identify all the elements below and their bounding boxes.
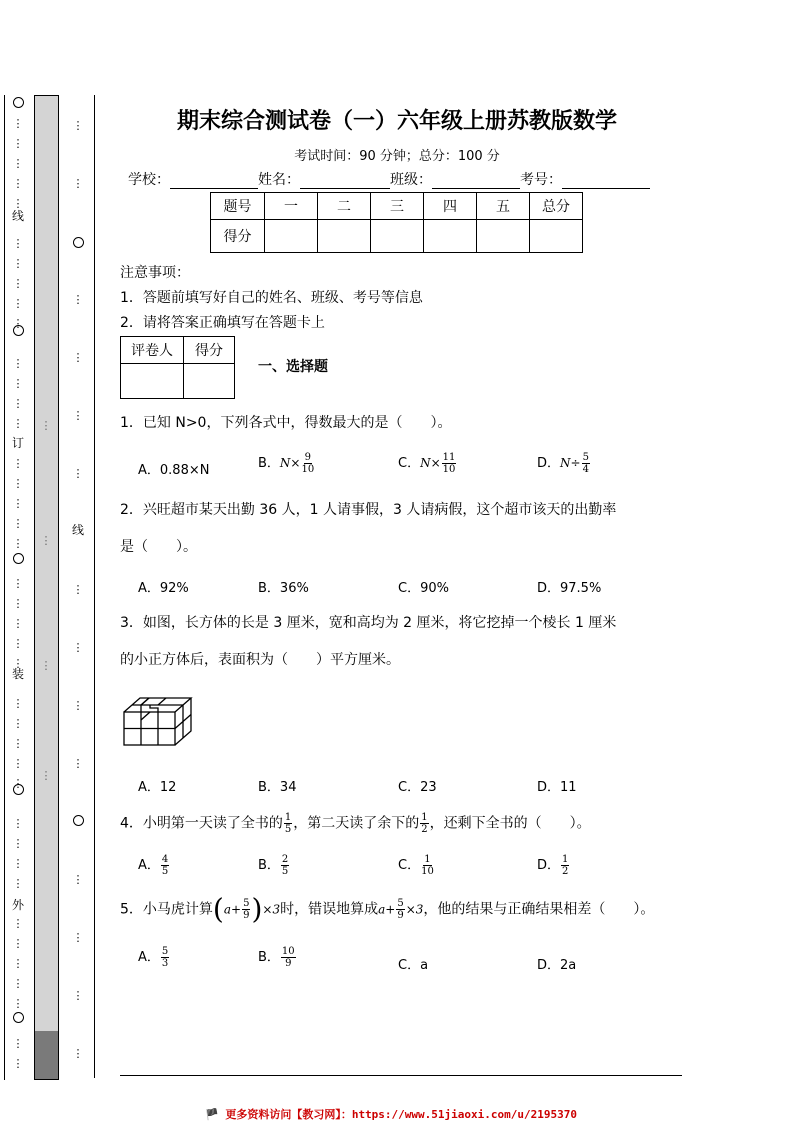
binding-dots: ⋮: [12, 397, 24, 410]
gray-column-dots: ⋮: [40, 769, 52, 782]
q5-expr1-den: 9: [243, 910, 250, 921]
q5-option-d[interactable]: D．2a: [537, 958, 577, 973]
grader-score-label: 得分: [184, 337, 235, 364]
q2-stem-line-1: 2．兴旺超市某天出勤 36 人，1 人请事假，3 人请病假，这个超市该天的出勤率: [120, 502, 617, 518]
q4-c-num: 1: [424, 854, 431, 865]
q1-option-d[interactable]: [537, 452, 591, 475]
binding-dots: ⋮: [12, 177, 24, 190]
footer-link[interactable]: 🏴 更多资料访问【教习网】：https://www.51jiaoxi.com/u/2195370: [205, 1108, 577, 1121]
binding-dots: ⋮: [12, 457, 24, 470]
q5-expr2-a: a+: [378, 902, 396, 917]
score-col-5: 五: [477, 193, 530, 220]
score-col-total: 总分: [530, 193, 583, 220]
binding-dots: ⋮: [12, 757, 24, 770]
q5-option-a[interactable]: [138, 946, 170, 969]
binding-hole-circle: [13, 553, 24, 564]
class-field[interactable]: [432, 174, 520, 189]
binding-dots: ⋮: [12, 977, 24, 990]
binding-dots: ⋮: [12, 937, 24, 950]
binding-dots: ⋮: [12, 477, 24, 490]
binding-char-wai: 外: [11, 898, 24, 912]
q4-option-a[interactable]: [138, 854, 170, 877]
binding-dots: ⋮: [12, 137, 24, 150]
q4-a-num: 4: [161, 854, 169, 865]
q3-option-b[interactable]: B．34: [258, 780, 297, 795]
q5-stem-part-2: 时，错误地算成: [280, 901, 379, 918]
note-item-2: 2．请将答案正确填写在答题卡上: [120, 315, 325, 331]
q4-stem-part-2: ，第二天读了余下的: [293, 815, 420, 832]
binding-char-ding: 订: [11, 436, 24, 450]
q1-option-b[interactable]: [258, 452, 315, 475]
gray-column-dots: ⋮: [40, 419, 52, 432]
q2-stem-line-2: 是（ ）。: [120, 539, 197, 555]
q4-fraction-1: [284, 812, 292, 835]
score-cell-total[interactable]: [530, 220, 583, 253]
inner-binding-circle: [73, 815, 84, 826]
binding-dots: ⋮: [12, 417, 24, 430]
binding-dots: ⋮: [12, 737, 24, 750]
binding-dots: ⋮: [12, 577, 24, 590]
q3-option-d[interactable]: D．11: [537, 780, 577, 795]
score-table: [210, 192, 583, 253]
score-cell-5[interactable]: [477, 220, 530, 253]
q5-a-den: 3: [161, 958, 169, 969]
q5-option-c[interactable]: C．a: [398, 958, 429, 973]
q5-a-fraction: [161, 946, 169, 969]
grader-label: 评卷人: [121, 337, 184, 364]
q1-option-a[interactable]: A．0.88×N: [138, 463, 210, 478]
inner-binding-dots: ⋮: [72, 177, 84, 190]
binding-hole-circle: [13, 1012, 24, 1023]
binding-dots: ⋮: [12, 317, 24, 330]
q2-option-c[interactable]: C．90%: [398, 581, 449, 596]
binding-dots: ⋮: [12, 637, 24, 650]
inner-binding-circle: [73, 237, 84, 248]
score-col-4: 四: [424, 193, 477, 220]
q4-f1-den: 5: [284, 824, 292, 835]
grader-table: [120, 336, 235, 399]
q5-b-label: B．: [258, 950, 280, 965]
q5-expr2-den: 9: [397, 910, 404, 921]
q1-c-fraction: [442, 452, 457, 475]
binding-dots: ⋮: [12, 497, 24, 510]
q4-c-label: C．: [398, 858, 421, 873]
q2-option-d[interactable]: D．97.5%: [537, 581, 602, 596]
gray-column-dots: ⋮: [40, 659, 52, 672]
binding-line: [94, 95, 95, 1078]
binding-dots: ⋮: [12, 377, 24, 390]
q3-stem-line-1: 3．如图，长方体的长是 3 厘米，宽和高均为 2 厘米，将它挖掉一个棱长 1 厘米: [120, 615, 617, 631]
binding-gray-column: [34, 95, 59, 1080]
q4-option-c[interactable]: [398, 854, 435, 877]
note-item-1: 1．答题前填写好自己的姓名、班级、考号等信息: [120, 290, 423, 306]
q5-b-num: 10: [281, 946, 295, 957]
inner-binding-dots: ⋮: [72, 1047, 84, 1060]
binding-dots: ⋮: [12, 917, 24, 930]
q5-right-paren: ): [251, 892, 263, 926]
binding-dark-block: [35, 1031, 58, 1079]
grader-cell[interactable]: [121, 364, 184, 399]
q4-d-fraction: [561, 854, 569, 877]
inner-binding-dots: ⋮: [72, 757, 84, 770]
q4-f1-num: 1: [284, 812, 292, 823]
binding-dots: ⋮: [12, 237, 24, 250]
school-label: 学校：: [128, 172, 170, 188]
binding-dots: ⋮: [12, 697, 24, 710]
inner-binding-dots: ⋮: [72, 989, 84, 1002]
q1-c-expr: N×: [420, 456, 441, 470]
q5-expr1-tail: ×3: [262, 902, 281, 917]
score-col-3: 三: [371, 193, 424, 220]
class-label: 班级：: [390, 172, 432, 188]
q4-a-den: 5: [161, 866, 169, 877]
exam-no-label: 考号：: [520, 172, 562, 188]
binding-dots: ⋮: [12, 617, 24, 630]
inner-binding-dots: ⋮: [72, 351, 84, 364]
name-label: 姓名：: [258, 172, 300, 188]
binding-dots: ⋮: [12, 837, 24, 850]
q1-c-den: 10: [442, 464, 456, 475]
q4-f2-den: 2: [421, 824, 428, 835]
score-col-1: 一: [265, 193, 318, 220]
q5-expr1-num: 5: [243, 898, 250, 909]
q1-b-fraction: [301, 452, 314, 475]
q5-stem: [120, 892, 655, 926]
binding-dots: ⋮: [12, 197, 24, 210]
q5-left-paren: (: [212, 892, 224, 926]
q4-stem-part-3: ，还剩下全书的（ ）。: [429, 815, 591, 832]
inner-binding-dots: ⋮: [72, 699, 84, 712]
q1-option-c[interactable]: [398, 452, 457, 475]
q5-option-b[interactable]: [258, 946, 297, 969]
q1-d-den: 4: [582, 464, 589, 475]
q4-f2-num: 1: [421, 812, 428, 823]
name-field[interactable]: [300, 174, 390, 189]
inner-binding-dots: ⋮: [72, 119, 84, 132]
q5-expr2-fraction: [396, 898, 404, 921]
section-1-heading: 一、选择题: [258, 359, 328, 375]
q5-a-label: A．: [138, 950, 160, 965]
binding-dots: ⋮: [12, 877, 24, 890]
q3-option-a[interactable]: A．12: [138, 780, 177, 795]
q5-stem-part-3: ，他的结果与正确结果相差（ ）。: [423, 901, 655, 918]
gray-column-dots: ⋮: [40, 534, 52, 547]
q4-c-den: 10: [421, 866, 434, 877]
inner-binding-dots: ⋮: [72, 467, 84, 480]
binding-dots: ⋮: [12, 157, 24, 170]
notes-heading: 注意事项：: [120, 265, 190, 281]
binding-dots: ⋮: [12, 817, 24, 830]
exam-subtitle: 考试时间：90 分钟；总分：100 分: [294, 149, 500, 164]
q4-a-label: A．: [138, 858, 160, 873]
score-col-2: 二: [318, 193, 371, 220]
binding-dots: ⋮: [12, 997, 24, 1010]
inner-binding-dots: ⋮: [72, 293, 84, 306]
q4-b-fraction: [281, 854, 289, 877]
q1-d-fraction: [582, 452, 590, 475]
q5-stem-part-1: 5．小马虎计算: [120, 901, 213, 918]
inner-binding-char-xian: 线: [71, 523, 84, 537]
score-cell-3[interactable]: [371, 220, 424, 253]
q3-option-c[interactable]: C．23: [398, 780, 437, 795]
q1-c-label: C．: [398, 456, 421, 471]
score-cell-1[interactable]: [265, 220, 318, 253]
q2-option-b[interactable]: B．36%: [258, 581, 309, 596]
q1-stem: 1．已知 N>0，下列各式中，得数最大的是（ ）。: [120, 415, 452, 431]
q4-option-d[interactable]: [537, 854, 570, 877]
binding-dots: ⋮: [12, 777, 24, 790]
q5-expr1-fraction: [242, 898, 250, 921]
binding-dots: ⋮: [12, 717, 24, 730]
inner-binding-dots: ⋮: [72, 583, 84, 596]
q3-stem-line-2: 的小正方体后，表面积为（ ）平方厘米。: [120, 652, 400, 668]
binding-dots: ⋮: [12, 1057, 24, 1070]
q5-a-num: 5: [161, 946, 169, 957]
score-cell-4[interactable]: [424, 220, 477, 253]
q4-option-b[interactable]: [258, 854, 290, 877]
q1-d-expr: N÷: [560, 456, 581, 470]
binding-dots: ⋮: [12, 597, 24, 610]
binding-dots: ⋮: [12, 957, 24, 970]
q1-d-label: D．: [537, 456, 561, 471]
inner-binding-dots: ⋮: [72, 931, 84, 944]
q4-stem-part-1: 4．小明第一天读了全书的: [120, 815, 283, 832]
score-header-label: 题号: [211, 193, 265, 220]
binding-dots: ⋮: [12, 657, 24, 670]
student-info-row: [128, 169, 650, 189]
q1-b-den: 10: [301, 464, 315, 475]
q4-b-num: 2: [281, 854, 289, 865]
binding-char-xian: 线: [11, 209, 24, 223]
q4-stem: [120, 812, 591, 835]
school-field[interactable]: [170, 174, 258, 189]
binding-dots: ⋮: [12, 1037, 24, 1050]
q5-expr2-num: 5: [397, 898, 404, 909]
exam-no-field[interactable]: [562, 174, 650, 189]
q1-b-expr: N×: [279, 456, 301, 470]
binding-dots: ⋮: [12, 117, 24, 130]
q5-b-fraction: [281, 946, 296, 969]
binding-dots: ⋮: [12, 297, 24, 310]
binding-dots: ⋮: [12, 517, 24, 530]
q5-expr2-tail: ×3: [405, 902, 424, 917]
binding-dots: ⋮: [12, 357, 24, 370]
q4-fraction-2: [420, 812, 428, 835]
footer-rule: [120, 1075, 682, 1076]
q1-d-num: 5: [582, 452, 589, 463]
q4-d-num: 1: [562, 854, 569, 865]
binding-dots: ⋮: [12, 277, 24, 290]
binding-dots: ⋮: [12, 857, 24, 870]
q2-option-a[interactable]: A．92%: [138, 581, 189, 596]
q5-expr1-a: a+: [223, 902, 242, 917]
binding-char-zhuang: 装: [11, 667, 24, 681]
binding-dots: ⋮: [12, 257, 24, 270]
cuboid-figure: [120, 694, 194, 748]
binding-dots: ⋮: [12, 537, 24, 550]
page-title: 期末综合测试卷（一）六年级上册苏教版数学: [176, 109, 617, 134]
q5-b-den: 9: [285, 958, 292, 969]
q4-d-den: 2: [562, 866, 569, 877]
inner-binding-dots: ⋮: [72, 409, 84, 422]
q4-c-fraction: [421, 854, 434, 877]
q4-b-label: B．: [258, 858, 280, 873]
grader-score-cell[interactable]: [184, 364, 235, 399]
score-cell-2[interactable]: [318, 220, 371, 253]
q4-b-den: 5: [281, 866, 289, 877]
q1-b-label: B．: [258, 456, 280, 471]
q1-b-num: 9: [304, 452, 312, 463]
q4-a-fraction: [161, 854, 169, 877]
q1-c-num: 11: [442, 452, 456, 463]
q4-d-label: D．: [537, 858, 561, 873]
inner-binding-dots: ⋮: [72, 641, 84, 654]
score-row-label: 得分: [211, 220, 265, 253]
inner-binding-dots: ⋮: [72, 873, 84, 886]
